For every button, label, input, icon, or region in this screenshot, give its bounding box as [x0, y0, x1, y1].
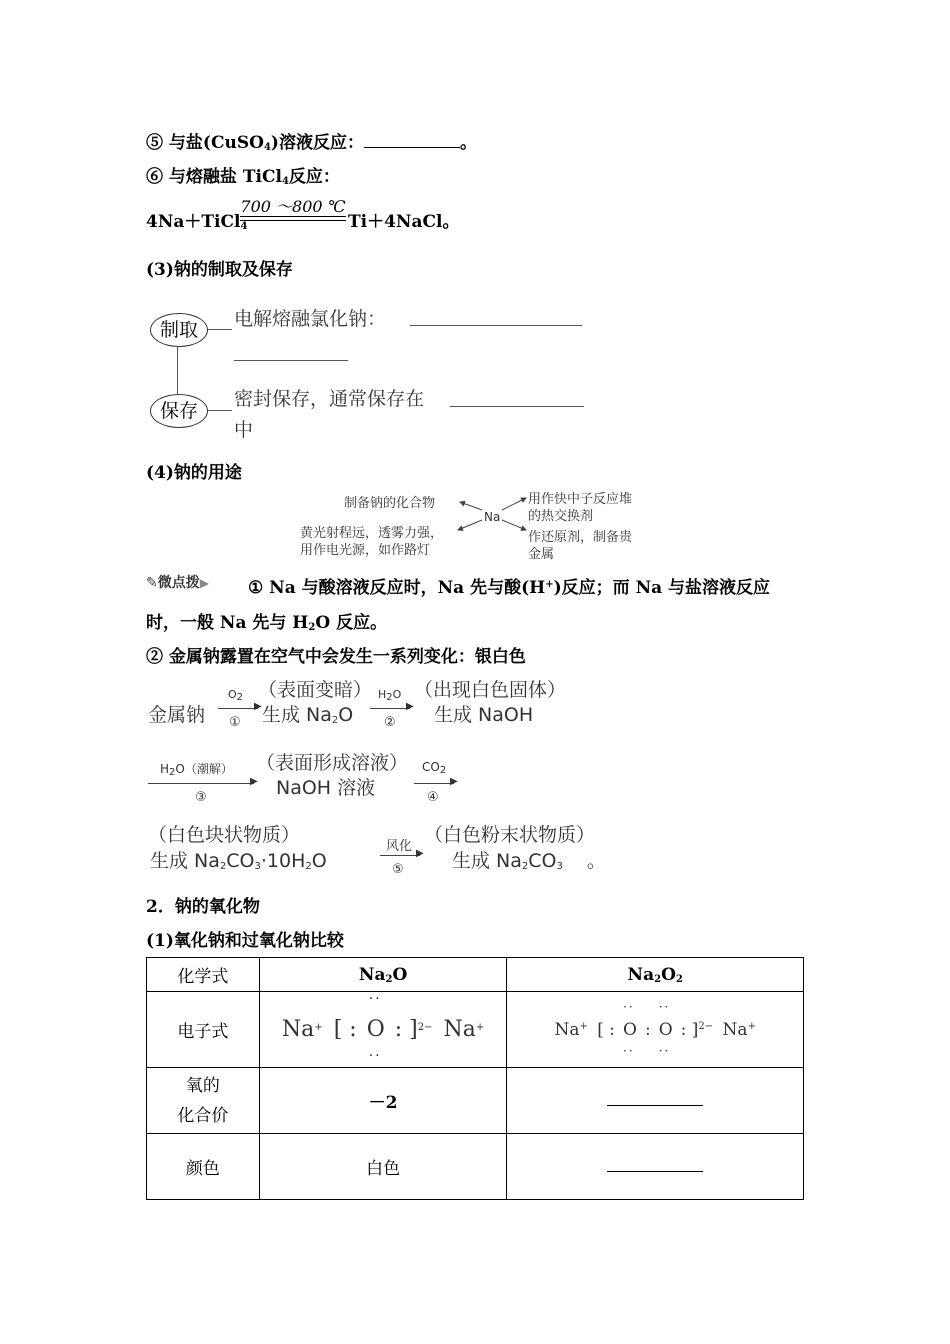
- sub: 2: [305, 861, 312, 872]
- sub: 2: [169, 767, 176, 778]
- line-5: [146, 128, 477, 153]
- sub: 2: [386, 692, 393, 703]
- chain-note-5: （白色粉末状物质）: [424, 824, 596, 846]
- row-label: [147, 1068, 260, 1134]
- valence-na2o2: [507, 1068, 804, 1134]
- sup: +: [475, 1022, 485, 1033]
- arrowhead: ▶: [254, 701, 262, 712]
- arrow-1: [218, 708, 258, 709]
- use-reactor-2: 的热交换剂: [528, 509, 594, 524]
- t: CO: [226, 850, 255, 872]
- arrow-1-num: ①: [229, 715, 241, 730]
- chain-note-4: （白色块状物质）: [148, 824, 301, 846]
- arrow-2-top: [378, 688, 401, 703]
- sub: 4: [263, 142, 271, 153]
- row-label: 电子式: [147, 992, 260, 1068]
- chain-note-3: （表面形成溶液）: [256, 752, 409, 774]
- triangle-icon: ▶: [199, 576, 209, 590]
- use-compounds: 制备钠的化合物: [344, 496, 436, 511]
- t: O: [366, 1017, 385, 1042]
- store-text2: 中: [234, 419, 254, 441]
- na-center: Na: [484, 510, 501, 524]
- t: Na: [722, 1019, 748, 1040]
- t: ·10H: [260, 850, 306, 872]
- pencil-icon: ✎: [146, 575, 158, 591]
- arrowhead: ▶: [450, 776, 458, 787]
- sub: 4: [281, 176, 289, 187]
- t: CO: [528, 850, 557, 872]
- sub: 2: [308, 622, 316, 633]
- oxide-ion: [ : ·· O ·· : ]$^{2-}$: [333, 991, 433, 1064]
- sub: 3: [254, 861, 261, 872]
- line-6-text2: 反应：: [288, 167, 340, 187]
- equation: [146, 207, 247, 232]
- arrowhead: ▶: [406, 701, 414, 712]
- tip-tag-label: 微点拨: [157, 575, 200, 591]
- header-cell-na2o2: [507, 958, 804, 992]
- t: O: [392, 964, 408, 985]
- arrow-3-num: ③: [195, 790, 207, 805]
- electron-formula-na2o2: [507, 992, 804, 1068]
- store-text: 密封保存，通常保存在: [234, 388, 425, 410]
- color-na2o: 白色: [259, 1134, 507, 1200]
- t: O: [228, 688, 237, 701]
- tip-p2: ② 金属钠露置在空气中会发生一系列变化：银白色: [146, 647, 526, 667]
- t: Na: [627, 964, 655, 985]
- arrow-4-top: [422, 760, 446, 776]
- comparison-table: [146, 957, 804, 1200]
- section-3-heading: (3)钠的制取及保存: [146, 260, 293, 280]
- prep-blank-1[interactable]: [410, 325, 582, 326]
- arrow-5-num: ⑤: [392, 862, 404, 877]
- electron-formula-na2o: [259, 992, 507, 1068]
- tip-p1-text2: )反应；而 Na 与盐溶液反应: [553, 578, 771, 598]
- line-6-text: ⑥ 与熔融盐 TiCl: [146, 167, 282, 187]
- chain-product-1: [262, 700, 353, 727]
- sup: 2−: [417, 1022, 433, 1033]
- use-light-1: 黄光射程远，透雾力强，: [300, 526, 444, 541]
- chain-start: 金属钠: [148, 704, 206, 726]
- connector: [208, 410, 232, 411]
- line-5-text: ⑤ 与盐(CuSO: [146, 133, 264, 153]
- use-reducer-2: 金属: [528, 547, 555, 562]
- line-5-text2: )溶液反应：: [270, 133, 364, 153]
- answer-blank[interactable]: [607, 1157, 703, 1172]
- prep-oval: 制取: [150, 313, 208, 347]
- prep-text: 电解熔融氯化钠：: [234, 308, 387, 330]
- sub: 4: [240, 221, 248, 232]
- lone-pair: ··: [623, 1043, 635, 1058]
- table-row: [147, 958, 804, 992]
- eq-bar-1: [240, 216, 346, 217]
- sup: +: [545, 579, 554, 590]
- sup: +: [747, 1020, 756, 1032]
- peroxide-ion: [ : ·· O ·· : ·· O ·· : ]$^{2-}$: [597, 999, 714, 1058]
- row-label: 颜色: [147, 1134, 260, 1200]
- line-6: [146, 162, 340, 187]
- sup: 2−: [698, 1020, 714, 1032]
- table-row: [147, 992, 804, 1068]
- tip-p1-cont: [146, 608, 387, 633]
- arrow-5: [380, 855, 420, 856]
- lone-pair: ··: [368, 1048, 382, 1064]
- uses-arrows: [440, 490, 540, 540]
- eq-left: 4Na＋TiCl: [146, 212, 241, 232]
- t: O: [338, 704, 354, 726]
- t: O: [658, 1019, 673, 1040]
- header-cell-na2o: [259, 958, 507, 992]
- valence-na2o: －2: [259, 1068, 507, 1134]
- header-cell: 化学式: [147, 958, 260, 992]
- connector: [177, 346, 178, 394]
- sup: +: [314, 1022, 323, 1033]
- lone-pair: ··: [623, 999, 635, 1014]
- arrowhead: ▶: [250, 776, 258, 787]
- arrow-2-num: ②: [384, 715, 396, 730]
- chain-product-5: [452, 846, 606, 873]
- t: Na: [358, 964, 386, 985]
- t: O: [661, 964, 676, 985]
- sub: 2: [521, 861, 529, 872]
- t: O: [623, 1019, 637, 1040]
- t: 生成 Na: [262, 704, 332, 726]
- t: CO: [422, 760, 440, 774]
- color-na2o2: [507, 1134, 804, 1200]
- t: 氧的: [185, 1075, 220, 1096]
- chain-note-1: （表面变暗）: [258, 679, 373, 701]
- arrow-3-top: [160, 760, 233, 778]
- t: O: [392, 688, 402, 701]
- answer-blank[interactable]: [607, 1091, 703, 1106]
- tip-tag: [146, 572, 209, 592]
- sub: 2: [219, 861, 227, 872]
- use-reducer-1: 作还原剂，制备贵: [528, 530, 633, 545]
- t: 生成 Na: [150, 850, 220, 872]
- arrow-4-num: ④: [427, 790, 439, 805]
- sub: 2: [439, 765, 447, 776]
- store-blank[interactable]: [450, 406, 584, 407]
- lone-pair: ··: [658, 1043, 671, 1058]
- table-row: [147, 1134, 804, 1200]
- t: O（潮解）: [175, 762, 233, 776]
- arrow-2: [370, 708, 410, 709]
- arrow-5-top: 风化: [386, 839, 413, 854]
- t: 化合价: [177, 1105, 229, 1126]
- section-2-heading: 2．钠的氧化物: [146, 897, 260, 917]
- sub: 3: [556, 861, 563, 872]
- t: Na: [281, 1017, 315, 1042]
- t: H: [378, 688, 387, 701]
- tip-p1-text3: 时，一般 Na 先与 H: [146, 613, 309, 633]
- sup: +: [579, 1020, 588, 1032]
- chain-product-2: 生成 NaOH: [434, 704, 534, 726]
- arrow-1-top: [228, 688, 243, 703]
- connector: [208, 329, 232, 330]
- prep-blank-2[interactable]: [234, 360, 348, 361]
- t: Na: [443, 1017, 476, 1042]
- arrowhead: ▶: [416, 848, 424, 859]
- t: 生成 Na: [452, 850, 522, 872]
- chain-product-3: NaOH 溶液: [276, 777, 376, 799]
- eq-bar-2: [240, 220, 346, 221]
- sub: 2: [385, 973, 393, 985]
- punct: 。: [459, 133, 477, 153]
- answer-blank[interactable]: [364, 133, 460, 148]
- chain-note-2: （出现白色固体）: [414, 679, 567, 701]
- t: O: [311, 850, 327, 872]
- sub: 2: [236, 692, 244, 703]
- t: 。: [586, 850, 606, 872]
- eq-condition: 700 ～800 ℃: [240, 197, 346, 216]
- table-row: [147, 1068, 804, 1134]
- eq-right: Ti＋4NaCl。: [348, 212, 460, 232]
- sub: 2: [675, 973, 683, 985]
- use-light-2: 用作电光源，如作路灯: [300, 543, 431, 558]
- lone-pair: ··: [368, 991, 382, 1007]
- section-2-1-heading: (1)氧化钠和过氧化钠比较: [146, 931, 344, 951]
- tip-p1: [248, 573, 770, 598]
- sub: 2: [331, 715, 339, 726]
- arrow-3: [148, 783, 254, 784]
- use-reactor-1: 用作快中子反应堆: [528, 492, 633, 507]
- chain-product-4: [150, 846, 327, 873]
- t: H: [160, 762, 170, 776]
- lone-pair: ··: [658, 999, 671, 1014]
- arrow-4: [414, 783, 454, 784]
- section-4-heading: (4)钠的用途: [146, 463, 242, 483]
- sub: 2: [654, 973, 662, 985]
- t: Na: [554, 1019, 580, 1040]
- tip-p1-text: ① Na 与酸溶液反应时，Na 先与酸(H: [248, 578, 546, 598]
- tip-p1-text4: O 反应。: [315, 613, 388, 633]
- store-oval: 保存: [150, 394, 208, 428]
